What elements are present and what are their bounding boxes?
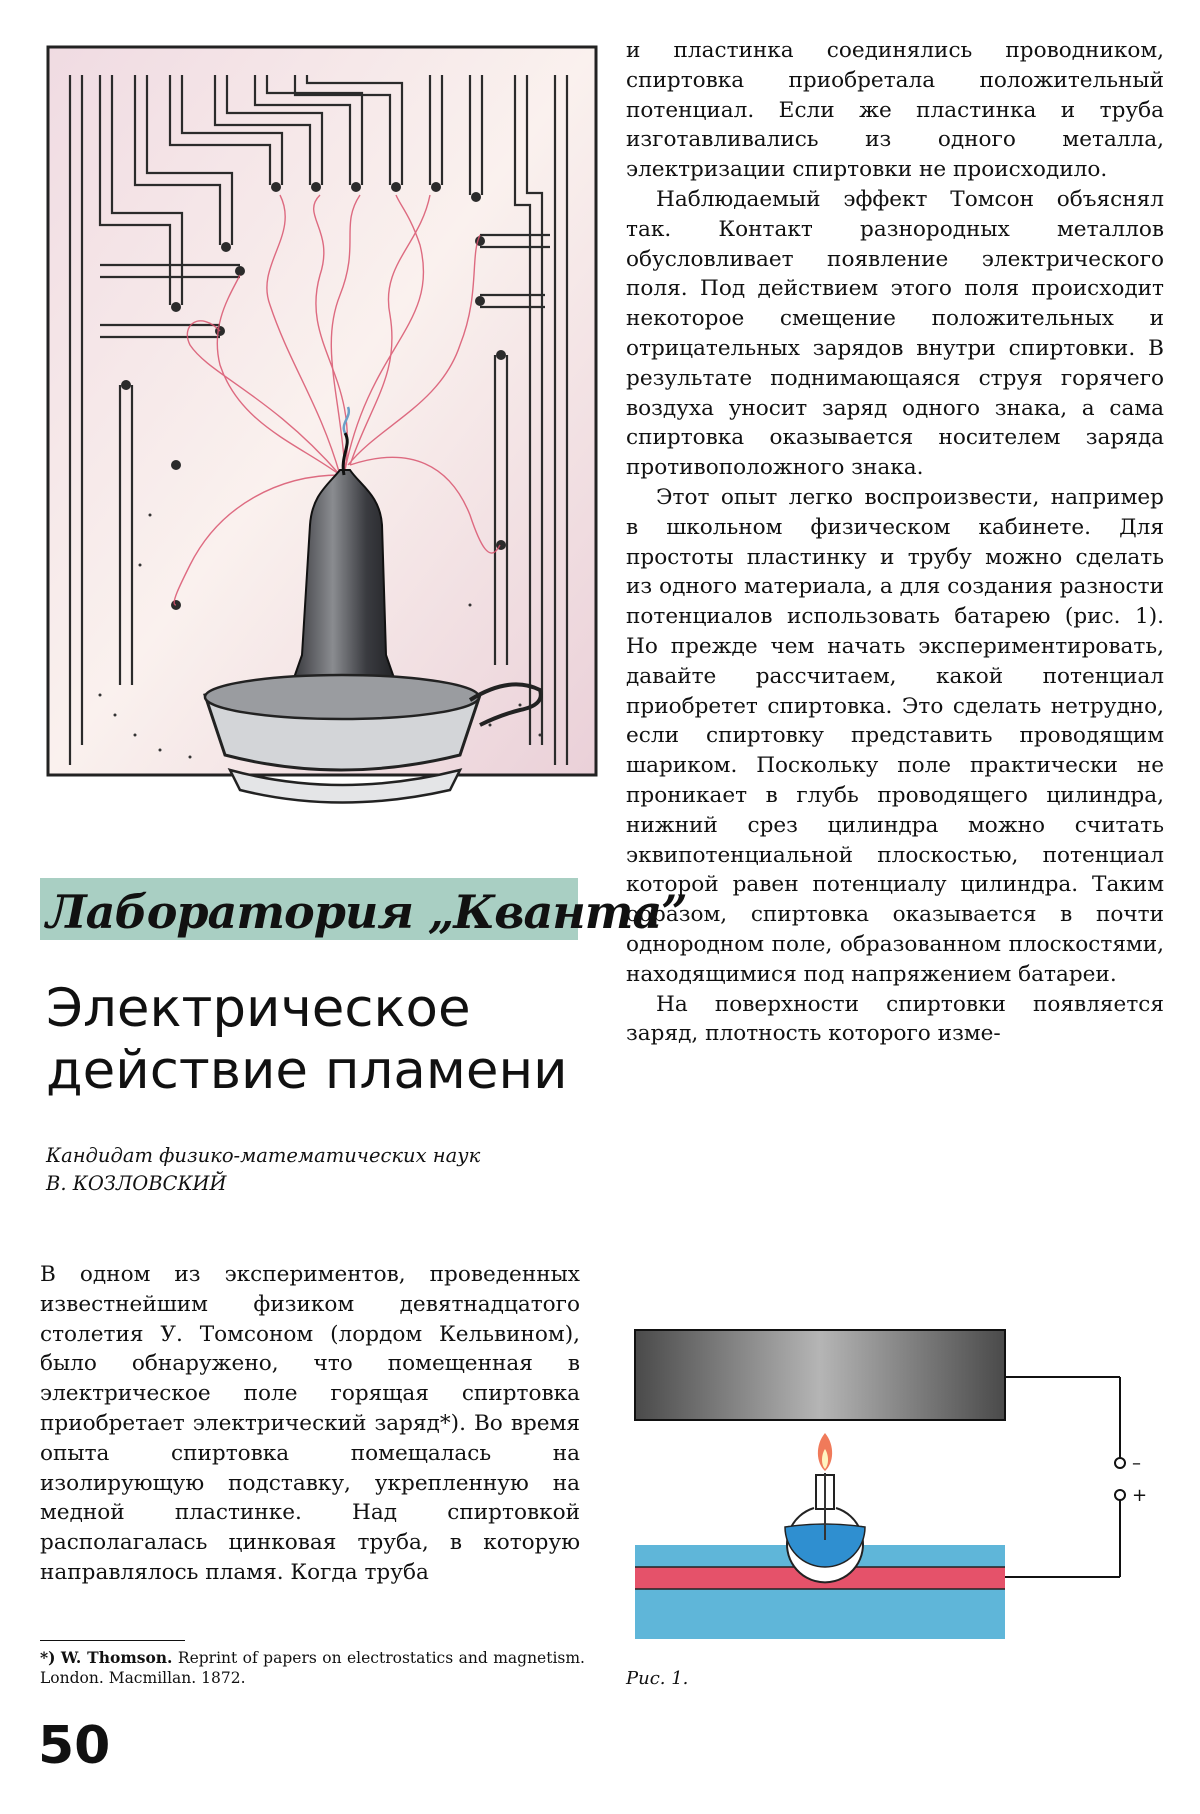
body-paragraph: Этот опыт легко воспроизвести, например в школьном физическом кабинете. Для простоты пластинку и трубу можно сделать из одного материала, а для создания разности потенциалов использовать батарею (рис. 1). Но прежде чем начать экспериментировать, давайте рассчитаем, какой потенциал приобретет спиртовка. Это сделать нетрудно, если спиртовку представить проводящим шариком. Поскольку поле практически не проникает в глубь проводящего цилиндра, нижний срез цилиндра можно считать эквипотенциальной плоскостью, потенциал которой равен потенциалу цилиндра. Таким образом, спиртовка оказывается в почти однородном поле, образованном плоскостями, находящимися под напряжением батареи.	[626, 484, 1164, 987]
body-paragraph: и пластинка соединялись проводником, спиртовка приобретала положительный потенциал. Если же пластинка и труба изготавливались из одного металла, электризации спиртовки не происходило.	[626, 38, 1164, 183]
minus-label: –	[1132, 1453, 1141, 1474]
top-plate	[635, 1330, 1005, 1420]
left-column	[40, 1260, 580, 1588]
article-title-line2: действие пламени	[46, 1040, 568, 1101]
plus-terminal	[1115, 1490, 1125, 1500]
minus-terminal	[1115, 1458, 1125, 1468]
figure-1-diagram	[630, 1315, 1170, 1655]
footnote	[40, 1648, 585, 1688]
footnote-text: Reprint of papers on electrostatics and magnetism. London. Macmillan. 1872.	[40, 1649, 585, 1687]
candle-circuit-illustration	[40, 45, 600, 825]
body-paragraph: На поверхности спиртовки появляется заряд, плотность которого изме-	[626, 991, 1164, 1047]
right-column	[626, 36, 1164, 1049]
footnote-marker: *)	[40, 1648, 56, 1667]
body-paragraph: Наблюдаемый эффект Томсон объяснял так. Контакт разнородных металлов обусловливает появление электрического поля. Под действием этого поля происходит некоторое смещение положительных и отрицательных зарядов внутри спиртовки. В результате поднимающаяся струя горячего воздуха уносит заряд одного знака, а сама спиртовка оказывается носителем заряда противоположного знака.	[626, 186, 1164, 481]
page-number: 50	[38, 1716, 111, 1776]
article-title	[46, 978, 606, 1102]
footnote-author: W. Thomson.	[60, 1648, 173, 1667]
rubric-banner-text: Лаборатория „Кванта”	[46, 885, 687, 939]
author-title: Кандидат физико-математических наук	[46, 1144, 481, 1167]
footnote-rule	[40, 1640, 185, 1641]
article-byline	[46, 1142, 586, 1198]
author-name: В. КОЗЛОВСКИЙ	[46, 1172, 227, 1195]
article-title-line1: Электрическое	[46, 978, 471, 1039]
plus-label: +	[1132, 1485, 1148, 1506]
figure-caption: Рис. 1.	[626, 1668, 689, 1689]
body-paragraph: В одном из экспериментов, проведенных известнейшим физиком девятнадцатого столетия У. Томсоном (лордом Кельвином), было обнаружено, что помещенная в электрическое поле горящая спиртовка приобретает электрический заряд*). Во время опыта спиртовка помещалась на изолирующую подставку, укрепленную на медной пластинке. Над спиртовкой располагалась цинковая труба, в которую направлялось пламя. Когда труба	[40, 1262, 580, 1585]
